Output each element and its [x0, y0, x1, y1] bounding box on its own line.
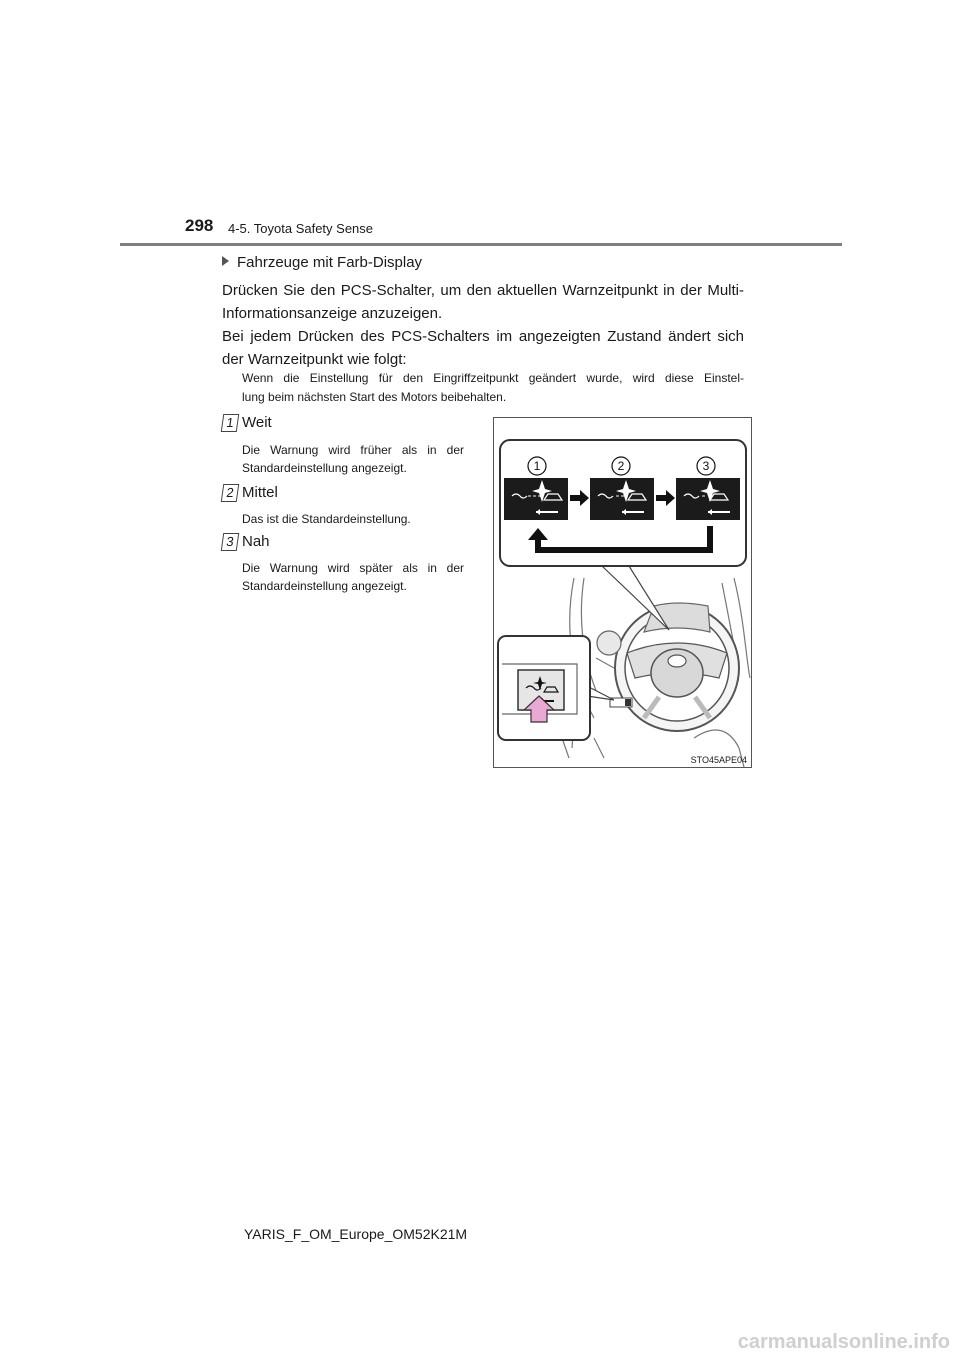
- subheading: [222, 254, 422, 271]
- callout-number: 2: [617, 459, 625, 473]
- intro-paragraph: [222, 279, 744, 371]
- item-desc-line: Das ist die Standardeinstellung.: [242, 512, 411, 526]
- item-title: Nah: [242, 533, 270, 550]
- pcs-switch-marker: [625, 699, 631, 706]
- item-title: Weit: [242, 414, 272, 431]
- intro-line: Drücken Sie den PCS-Schalter, um den aktuellen Warnzeitpunkt in der Multi-: [222, 282, 744, 299]
- header-rule: [120, 243, 842, 246]
- item-number: 3: [221, 533, 240, 551]
- display-panel-2: [590, 478, 654, 520]
- note-paragraph: [242, 369, 744, 407]
- subheading-text: Fahrzeuge mit Farb-Display: [237, 254, 423, 271]
- figure-illustration: [494, 418, 751, 767]
- air-vent: [597, 631, 621, 655]
- pcs-switch-figure: [493, 417, 752, 768]
- item-description: [242, 559, 464, 595]
- item-title: Mittel: [242, 484, 278, 501]
- display-panel-1: [504, 478, 568, 520]
- inset-pointer: [587, 686, 614, 700]
- item-desc-line: Standardeinstellung angezeigt.: [242, 579, 407, 593]
- note-line: Wenn die Einstellung für den Eingriffzeitpunkt geändert wurde, wird diese Einstel-: [242, 371, 744, 385]
- section-title: 4-5. Toyota Safety Sense: [228, 221, 374, 236]
- intro-line: der Warnzeitpunkt wie folgt:: [222, 351, 407, 368]
- item-desc-line: Die Warnung wird früher als in der: [242, 443, 464, 457]
- item-desc-line: Die Warnung wird später als in der: [242, 561, 464, 575]
- callout-number: 3: [702, 459, 710, 473]
- figure-code: STO45APE04: [690, 755, 747, 765]
- note-line: lung beim nächsten Start des Motors beibehalten.: [242, 390, 507, 404]
- callout-number: 1: [533, 459, 541, 473]
- page-number: 298: [185, 216, 214, 235]
- intro-line: Bei jedem Drücken des PCS-Schalters im angezeigten Zustand ändert sich: [222, 328, 744, 345]
- item-description: [242, 510, 464, 528]
- item-number: 2: [221, 484, 240, 502]
- watermark: carmanualsonline.info: [737, 1331, 950, 1353]
- display-panel-3: [676, 478, 740, 520]
- intro-line: Informationsanzeige anzuzeigen.: [222, 305, 443, 322]
- item-desc-line: Standardeinstellung angezeigt.: [242, 461, 407, 475]
- triangle-bullet-icon: [222, 256, 229, 266]
- item-number: 1: [221, 414, 240, 432]
- item-description: [242, 441, 464, 477]
- footer-code: YARIS_F_OM_Europe_OM52K21M: [244, 1226, 468, 1242]
